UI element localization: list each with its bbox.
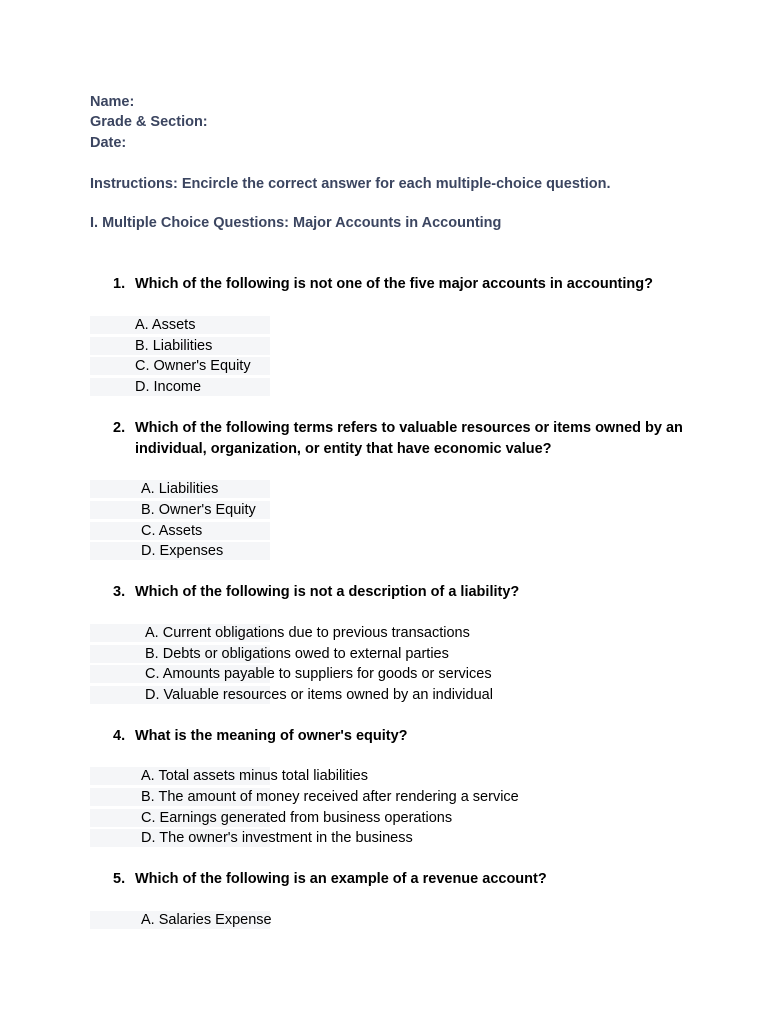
question-text: Which of the following is not a description of a liability?: [135, 584, 520, 600]
option-b[interactable]: B. Liabilities: [135, 338, 213, 354]
question-text: Which of the following is not one of the five major accounts in accounting?: [135, 276, 653, 292]
question-number: 2.: [113, 420, 126, 436]
option-d[interactable]: D. Valuable resources or items owned by an individual: [145, 687, 493, 703]
option-a[interactable]: A. Assets: [135, 317, 196, 333]
question-number: 4.: [113, 728, 126, 744]
option-c[interactable]: C. Assets: [141, 523, 203, 539]
question-text: Which of the following is an example of a revenue account?: [135, 871, 547, 887]
question-number: 3.: [113, 584, 126, 600]
option-d[interactable]: D. Expenses: [141, 543, 224, 559]
grade-section-label: Grade & Section:: [90, 114, 208, 130]
question-text: Which of the following terms refers to valuable resources or items owned by an individual, organization, or entity that have economic value?: [135, 420, 683, 457]
option-b[interactable]: B. Debts or obligations owed to external parties: [145, 646, 449, 662]
option-a[interactable]: A. Current obligations due to previous transactions: [145, 625, 470, 641]
option-a[interactable]: A. Total assets minus total liabilities: [141, 768, 369, 784]
section-title: I. Multiple Choice Questions: Major Accounts in Accounting: [90, 215, 502, 231]
option-d[interactable]: D. Income: [135, 379, 202, 395]
question-2: [113, 418, 693, 460]
question-number: 5.: [113, 871, 126, 887]
option-b[interactable]: B. The amount of money received after rendering a service: [141, 789, 519, 805]
question-number: 1.: [113, 276, 126, 292]
question-1: [113, 274, 693, 295]
option-a[interactable]: A. Liabilities: [141, 481, 219, 497]
option-c[interactable]: C. Amounts payable to suppliers for goods or services: [145, 666, 492, 682]
question-5: [113, 869, 693, 890]
question-3: [113, 582, 693, 603]
question-4: [113, 726, 693, 747]
name-label: Name:: [90, 94, 135, 110]
option-c[interactable]: C. Earnings generated from business operations: [141, 810, 453, 826]
question-text: What is the meaning of owner's equity?: [135, 728, 408, 744]
option-b[interactable]: B. Owner's Equity: [141, 502, 256, 518]
option-d[interactable]: D. The owner's investment in the business: [141, 830, 413, 846]
instructions: Instructions: Encircle the correct answer for each multiple-choice question.: [90, 176, 611, 192]
date-label: Date:: [90, 135, 127, 151]
option-a[interactable]: A. Salaries Expense: [141, 912, 272, 928]
option-c[interactable]: C. Owner's Equity: [135, 358, 251, 374]
